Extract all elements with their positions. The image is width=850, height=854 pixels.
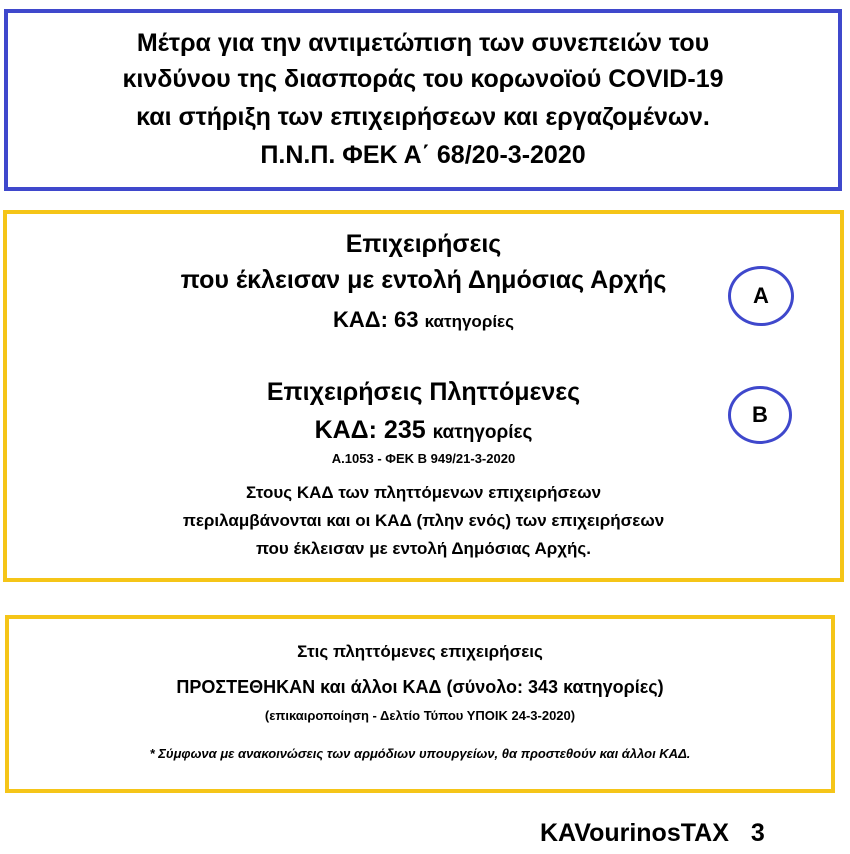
- marker-b-circle: B: [728, 386, 792, 444]
- title-line-2: κινδύνου της διασποράς του κορωνοϊού COVID-19: [122, 65, 724, 93]
- closed-subheading: που έκλεισαν με εντολή Δημόσιας Αρχής: [180, 266, 667, 294]
- closed-heading: Επιχειρήσεις: [345, 230, 502, 258]
- affected-kad-unit: κατηγορίες: [432, 422, 533, 443]
- affected-heading: Επιχειρήσεις Πληττόμενες: [266, 378, 581, 406]
- affected-kad-count: [7, 414, 840, 449]
- affected-note-line-3: που έκλεισαν με εντολή Δημόσιας Αρχής.: [256, 539, 591, 558]
- added-line-2: ΠΡΟΣΤΕΘΗΚΑΝ και άλλοι ΚΑΔ (σύνολο: 343 κατηγορίες): [176, 677, 664, 697]
- title-line-4: Π.Ν.Π. ΦΕΚ Α΄ 68/20-3-2020: [260, 141, 586, 169]
- added-line-3: (επικαιροποίηση - Δελτίο Τύπου ΥΠΟΙΚ 24-3-2020): [264, 708, 576, 723]
- title-box: [4, 9, 842, 191]
- footer: [540, 818, 765, 848]
- added-line-1: Στις πληττόμενες επιχειρήσεις: [297, 642, 543, 661]
- closed-kad-unit: κατηγορίες: [424, 312, 514, 331]
- affected-note-line-1: Στους ΚΑΔ των πληττόμενων επιχειρήσεων: [245, 483, 602, 502]
- title-line-3: και στήριξη των επιχειρήσεων και εργαζομένων.: [136, 103, 710, 131]
- page-number: 3: [750, 819, 765, 847]
- added-footnote: * Σύμφωνα με ανακοινώσεις των αρμόδιων υπουργείων, θα προστεθούν και άλλοι ΚΑΔ.: [149, 746, 691, 761]
- brand-name: KAVourinosTAX: [540, 819, 729, 847]
- closed-kad-label: ΚΑΔ: 63: [333, 307, 419, 332]
- marker-a-circle: A: [728, 266, 794, 326]
- affected-kad-label: ΚΑΔ: 235: [314, 416, 426, 444]
- title-line-1: Μέτρα για την αντιμετώπιση των συνεπειών του: [136, 29, 710, 57]
- affected-note-line-2: περιλαμβάνονται και οι ΚΑΔ (πλην ενός) των επιχειρήσεων: [182, 511, 665, 530]
- affected-reference: Α.1053 - ΦΕΚ Β 949/21-3-2020: [331, 451, 516, 466]
- added-kad-box: [5, 615, 835, 793]
- businesses-section-box: [3, 210, 844, 582]
- closed-kad-count: [7, 306, 840, 336]
